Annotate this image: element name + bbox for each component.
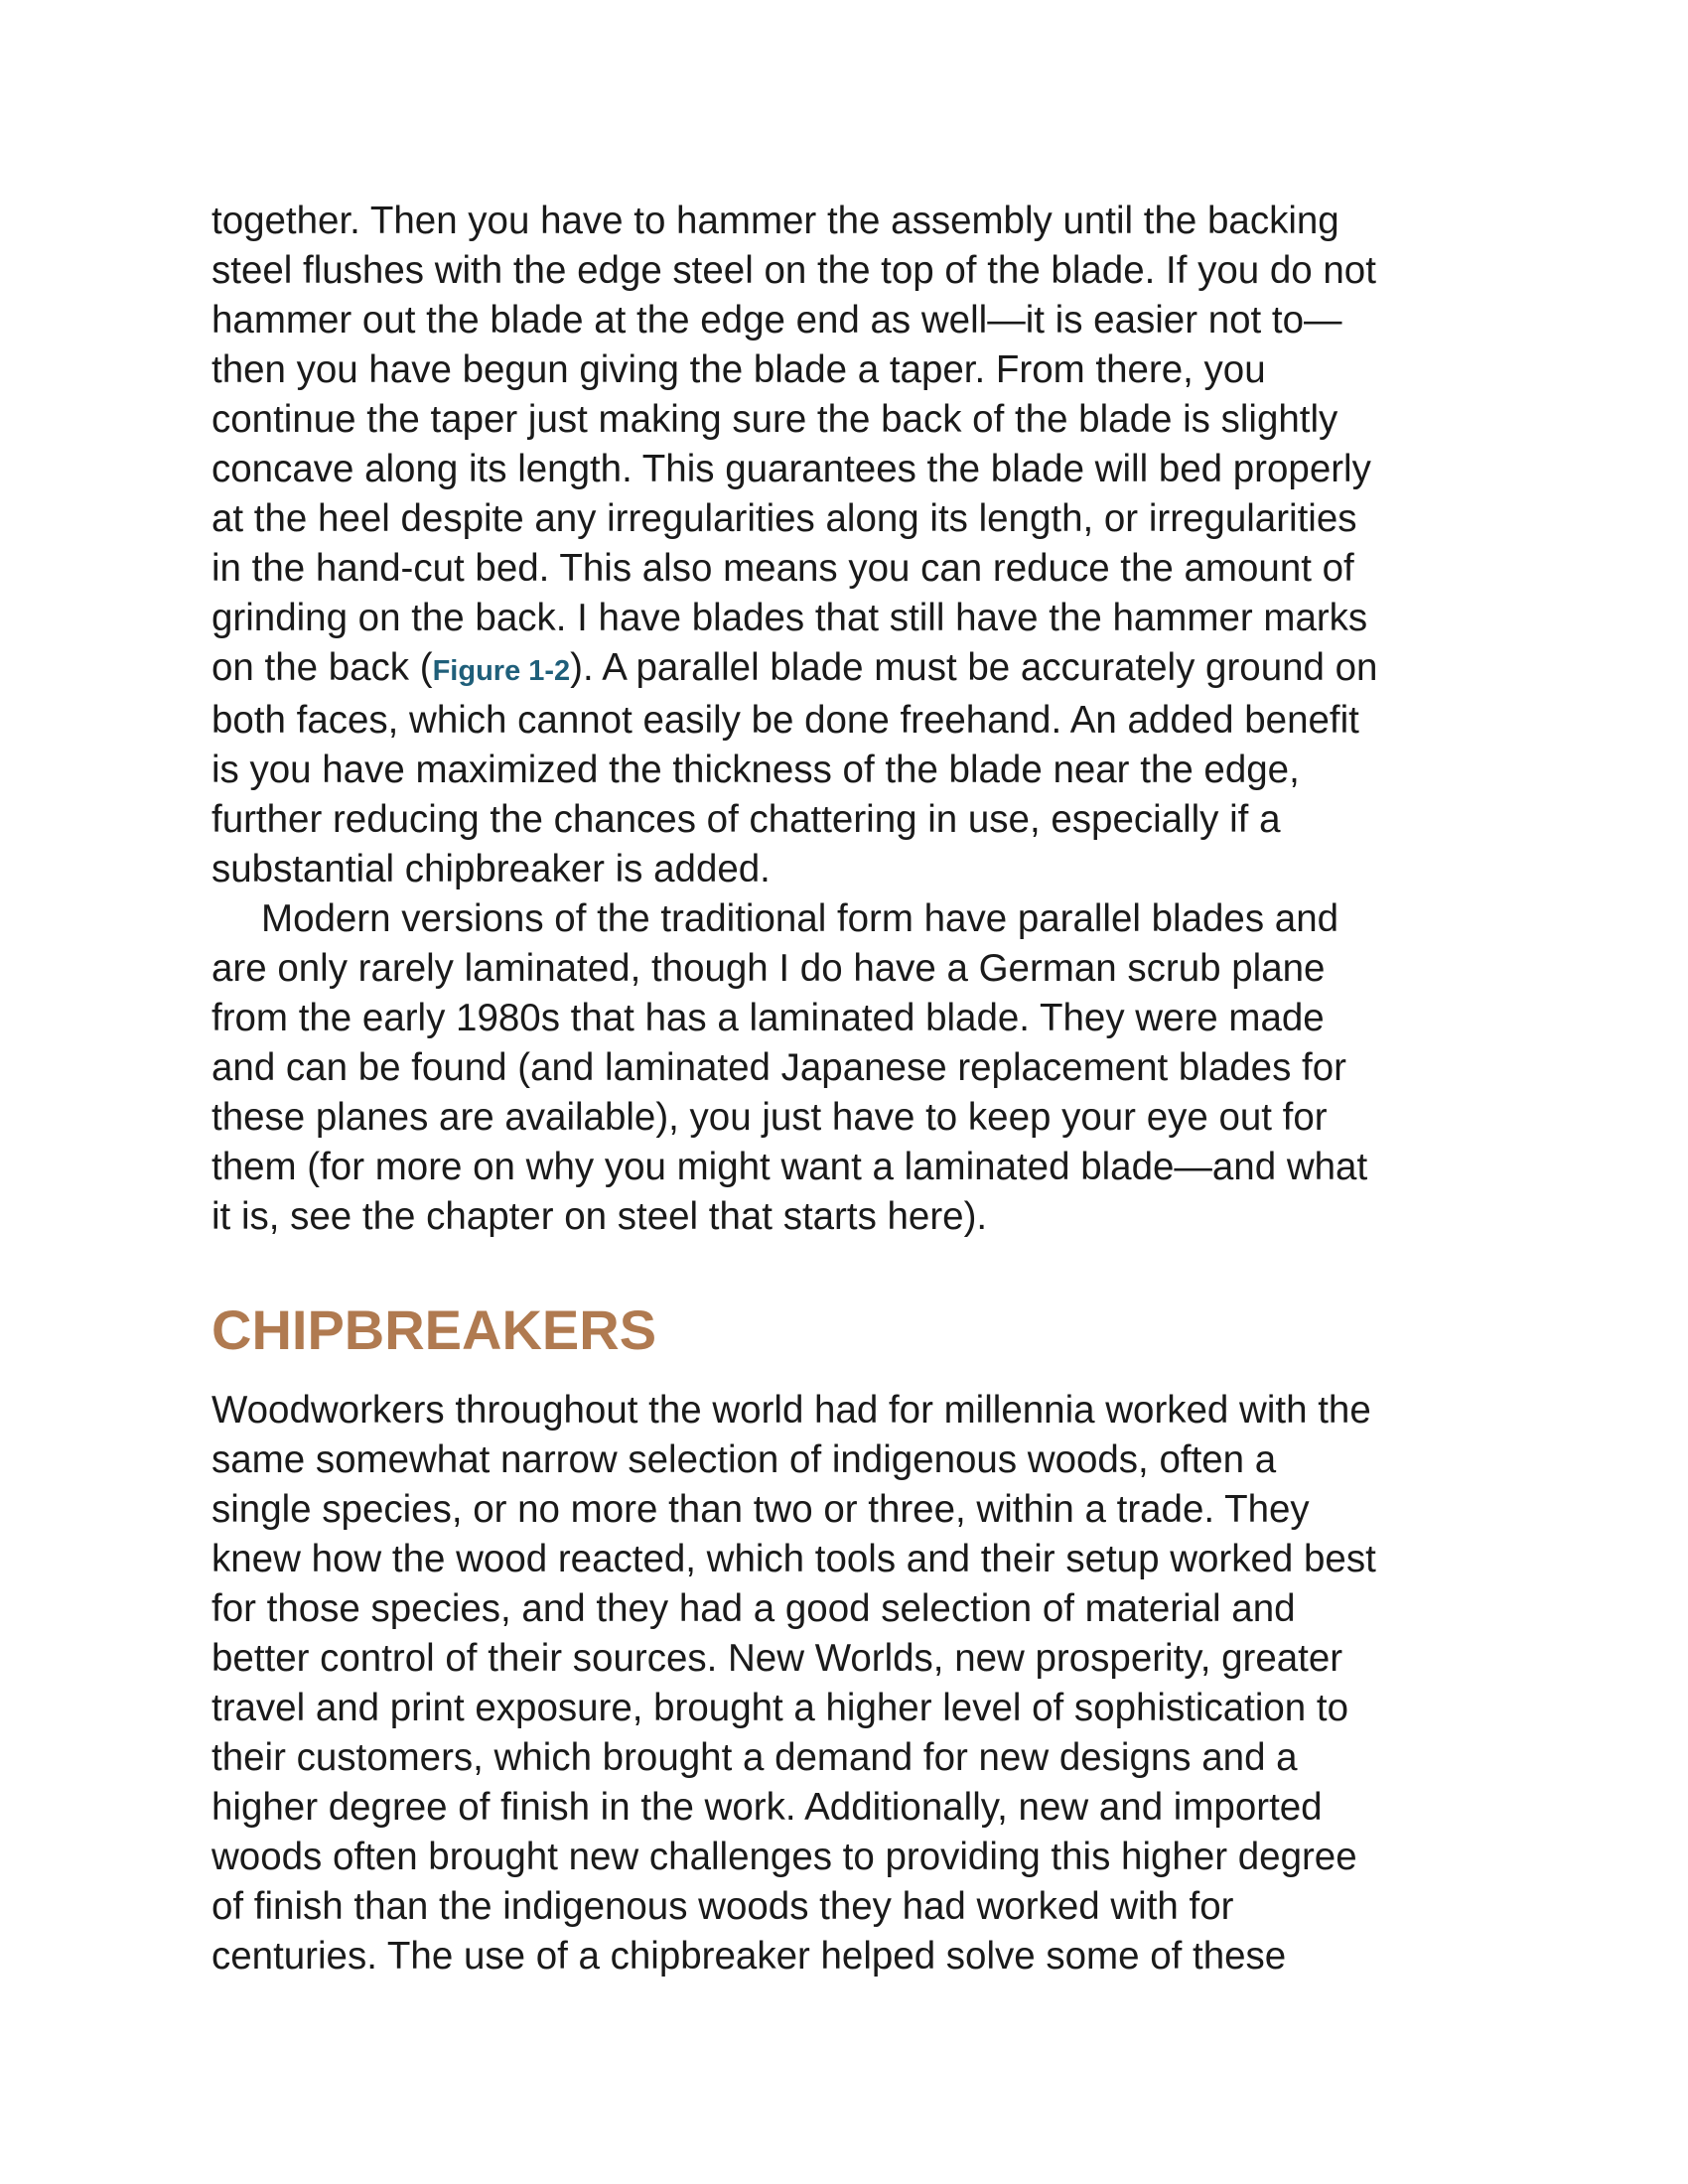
- page-content: [211, 197, 1502, 1978]
- text-line: them (for more on why you might want a laminated blade—and what: [211, 1146, 1368, 1188]
- text-line: of finish than the indigenous woods they had worked with for: [211, 1885, 1234, 1928]
- text-line: is you have maximized the thickness of the blade near the edge,: [211, 749, 1300, 791]
- paragraph-1: [211, 197, 1502, 894]
- text-line: woods often brought new challenges to providing this higher degree: [211, 1836, 1357, 1878]
- text-line: for those species, and they had a good selection of material and: [211, 1587, 1296, 1630]
- text-line: grinding on the back. I have blades that still have the hammer marks: [211, 597, 1368, 639]
- text-line-with-figure-ref: [211, 643, 1502, 696]
- text-line: at the heel despite any irregularities along its length, or irregularities: [211, 497, 1357, 540]
- text-line: steel flushes with the edge steel on the top of the blade. If you do not: [211, 249, 1376, 292]
- text-line: travel and print exposure, brought a higher level of sophistication to: [211, 1687, 1348, 1729]
- text-line: better control of their sources. New Worlds, new prosperity, greater: [211, 1637, 1343, 1680]
- text-line: further reducing the chances of chattering in use, especially if a: [211, 798, 1281, 841]
- text-line: are only rarely laminated, though I do have a German scrub plane: [211, 947, 1326, 990]
- text-segment: ). A parallel blade must be accurately ground on: [570, 646, 1378, 689]
- text-line: centuries. The use of a chipbreaker helped solve some of these: [211, 1935, 1287, 1978]
- text-line: hammer out the blade at the edge end as well—it is easier not to—: [211, 299, 1342, 341]
- text-line: concave along its length. This guarantees the blade will bed properly: [211, 448, 1371, 490]
- text-line: together. Then you have to hammer the assembly until the backing: [211, 200, 1339, 242]
- text-line: knew how the wood reacted, which tools and their setup worked best: [211, 1538, 1376, 1580]
- text-segment: on the back (: [211, 646, 433, 689]
- text-segment: Modern versions of the traditional form have parallel blades and: [261, 897, 1339, 940]
- text-line: single species, or no more than two or three, within a trade. They: [211, 1488, 1310, 1531]
- text-line: then you have begun giving the blade a taper. From there, you: [211, 348, 1266, 391]
- text-line: their customers, which brought a demand for new designs and a: [211, 1736, 1298, 1779]
- paragraph-3: [211, 1386, 1376, 1981]
- text-line-indented: [211, 894, 1502, 944]
- text-line: Woodworkers throughout the world had for millennia worked with the: [211, 1389, 1371, 1432]
- section-heading: CHIPBREAKERS: [211, 1298, 657, 1361]
- text-line: from the early 1980s that has a laminated blade. They were made: [211, 997, 1325, 1039]
- text-line: substantial chipbreaker is added.: [211, 848, 771, 890]
- text-line: continue the taper just making sure the back of the blade is slightly: [211, 398, 1338, 441]
- text-line: and can be found (and laminated Japanese replacement blades for: [211, 1046, 1346, 1089]
- text-line: it is, see the chapter on steel that starts here).: [211, 1195, 988, 1238]
- text-line: these planes are available), you just have to keep your eye out for: [211, 1096, 1328, 1139]
- figure-1-2-link[interactable]: Figure 1-2: [432, 655, 571, 687]
- text-line: same somewhat narrow selection of indigenous woods, often a: [211, 1438, 1277, 1481]
- paragraph-2: [211, 894, 1502, 1242]
- text-line: both faces, which cannot easily be done freehand. An added benefit: [211, 699, 1359, 742]
- text-line: in the hand-cut bed. This also means you can reduce the amount of: [211, 547, 1354, 590]
- text-line: higher degree of finish in the work. Additionally, new and imported: [211, 1786, 1323, 1829]
